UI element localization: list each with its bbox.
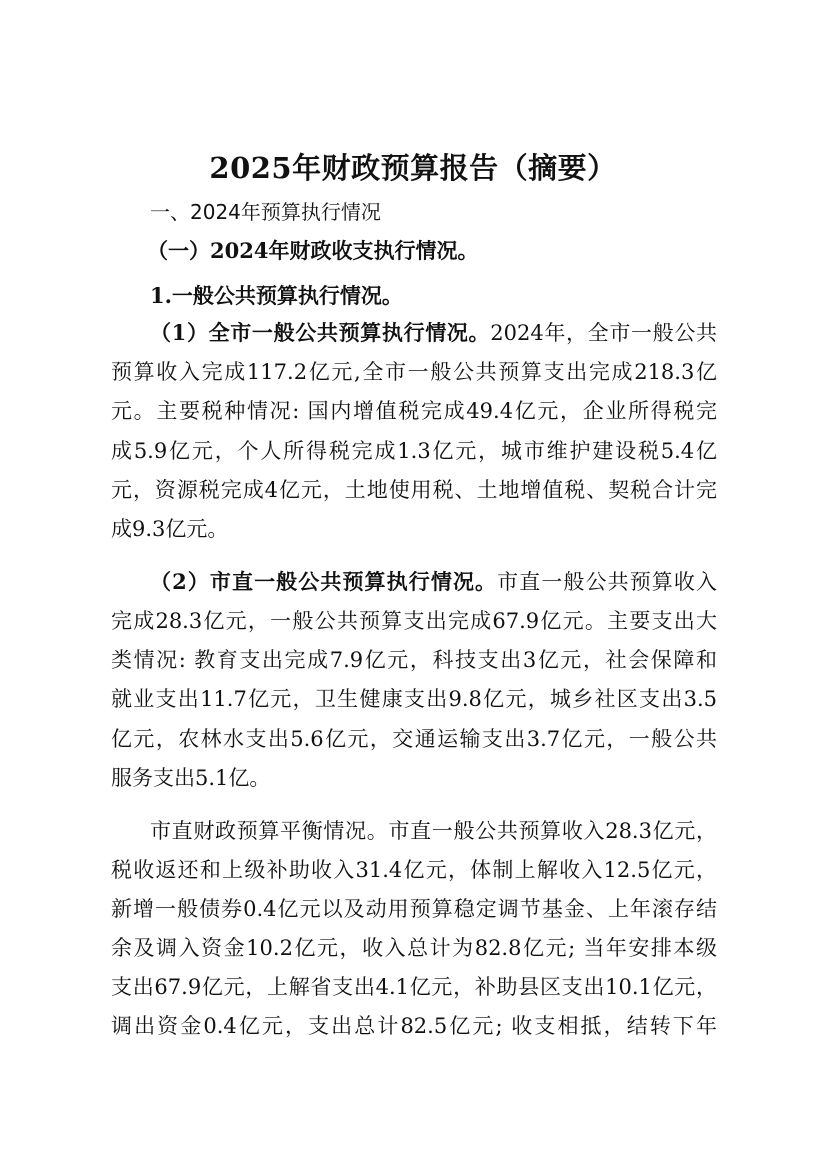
section-heading-3: 1.一般公共预算执行情况。 bbox=[150, 283, 403, 308]
paragraph-2-line-4: 就业支出11.7亿元，卫生健康支出9.8亿元，城乡社区支出3.5 bbox=[111, 687, 717, 711]
paragraph-3-line-3: 新增一般债券0.4亿元以及动用预算稳定调节基金、上年滚存结 bbox=[111, 897, 717, 921]
paragraph-3-line-1: 市直财政预算平衡情况。市直一般公共预算收入28.3亿元， bbox=[150, 819, 717, 843]
paragraph-2-line-2: 完成28.3亿元，一般公共预算支出完成67.9亿元。主要支出大 bbox=[111, 609, 717, 633]
paragraph-1-line-2: 预算收入完成117.2亿元,全市一般公共预算支出完成218.3亿 bbox=[111, 360, 717, 384]
paragraph-2-line-3: 类情况: 教育支出完成7.9亿元，科技支出3亿元，社会保障和 bbox=[111, 648, 717, 672]
paragraph-3-line-6: 调出资金0.4亿元，支出总计82.5亿元; 收支相抵，结转下年 bbox=[111, 1014, 717, 1038]
section-heading-2: （一）2024年财政收支执行情况。 bbox=[147, 238, 479, 263]
paragraph-3-line-2: 税收返还和上级补助收入31.4亿元，体制上解收入12.5亿元， bbox=[111, 858, 717, 882]
paragraph-2-line-1 bbox=[150, 567, 717, 597]
paragraph-2-line-6: 服务支出5.1亿。 bbox=[111, 766, 271, 790]
paragraph-1-line-1 bbox=[150, 318, 717, 348]
paragraph-1-lead: （1）全市一般公共预算执行情况。 bbox=[150, 320, 491, 345]
paragraph-1-line-3: 元。主要税种情况: 国内增值税完成49.4亿元，企业所得税完 bbox=[111, 399, 717, 423]
paragraph-2-line-5: 亿元，农林水支出5.6亿元，交通运输支出3.7亿元，一般公共 bbox=[111, 727, 717, 751]
document-title: 2025年财政预算报告（摘要） bbox=[209, 151, 617, 185]
section-heading-1: 一、2024年预算执行情况 bbox=[150, 200, 381, 224]
paragraph-1-line-5: 元，资源税完成4亿元，土地使用税、土地增值税、契税合计完 bbox=[111, 478, 717, 502]
paragraph-1-line-6: 成9.3亿元。 bbox=[111, 517, 229, 541]
paragraph-2-text: 市直一般公共预算收入 bbox=[497, 570, 717, 594]
paragraph-3-line-4: 余及调入资金10.2亿元，收入总计为82.8亿元; 当年安排本级 bbox=[111, 936, 717, 960]
paragraph-1-line-4: 成5.9亿元，个人所得税完成1.3亿元，城市维护建设税5.4亿 bbox=[111, 439, 717, 463]
paragraph-2-lead: （2）市直一般公共预算执行情况。 bbox=[150, 569, 498, 594]
paragraph-3-line-5: 支出67.9亿元，上解省支出4.1亿元，补助县区支出10.1亿元， bbox=[111, 975, 717, 999]
paragraph-1-text: 2024年，全市一般公共 bbox=[490, 321, 717, 345]
